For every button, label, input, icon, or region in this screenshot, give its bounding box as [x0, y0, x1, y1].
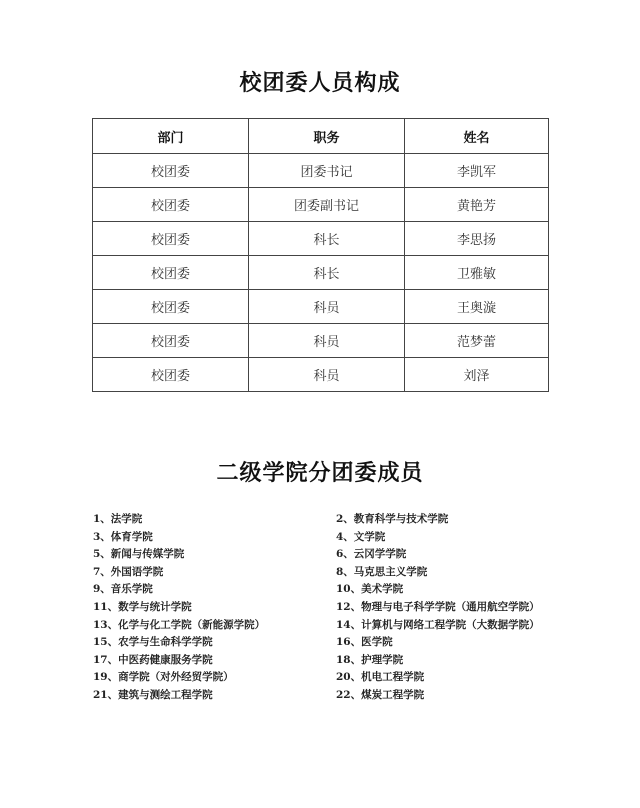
table-header-row	[93, 119, 549, 154]
list-item: 12、物理与电子科学学院（通用航空学院）	[336, 600, 540, 613]
cell-position: 科员	[249, 290, 405, 324]
cell-name: 黄艳芳	[405, 188, 549, 222]
table-row	[93, 222, 549, 256]
header-position: 职务	[249, 119, 405, 154]
cell-name: 刘泽	[405, 358, 549, 392]
cell-department: 校团委	[93, 154, 249, 188]
list-item: 6、云冈学学院	[336, 548, 407, 561]
list-item: 11、数学与统计学院	[93, 600, 192, 613]
header-department: 部门	[93, 119, 249, 154]
cell-position: 科员	[249, 358, 405, 392]
table-row	[93, 256, 549, 290]
cell-position: 科长	[249, 222, 405, 256]
cell-department: 校团委	[93, 188, 249, 222]
colleges-section-title: 二级学院分团委成员	[216, 460, 424, 486]
list-item: 22、煤炭工程学院	[336, 688, 425, 701]
list-item: 4、文学院	[336, 530, 386, 543]
cell-name: 李思扬	[405, 222, 549, 256]
list-item: 17、中医药健康服务学院	[93, 653, 213, 666]
list-item: 2、教育科学与技术学院	[336, 513, 449, 525]
table-row	[93, 358, 549, 392]
staff-table	[92, 118, 549, 392]
cell-name: 卫雅敏	[405, 256, 549, 290]
cell-department: 校团委	[93, 358, 249, 392]
table-row	[93, 154, 549, 188]
list-item: 3、体育学院	[93, 530, 153, 543]
list-item: 9、音乐学院	[93, 583, 153, 596]
list-item: 16、医学院	[336, 636, 393, 649]
list-item: 1、法学院	[93, 513, 143, 525]
header-name: 姓名	[405, 119, 549, 154]
list-item: 21、建筑与测绘工程学院	[93, 688, 213, 701]
list-item: 14、计算机与网络工程学院（大数据学院）	[336, 618, 540, 631]
cell-name: 王奥漩	[405, 290, 549, 324]
table-row	[93, 290, 549, 324]
cell-department: 校团委	[93, 256, 249, 290]
cell-position: 科员	[249, 324, 405, 358]
table-row	[93, 324, 549, 358]
cell-name: 范梦蕾	[405, 324, 549, 358]
cell-department: 校团委	[93, 222, 249, 256]
college-list-right	[336, 511, 606, 705]
cell-department: 校团委	[93, 290, 249, 324]
list-item: 8、马克思主义学院	[336, 565, 428, 578]
list-item: 5、新闻与传媒学院	[93, 548, 185, 561]
list-item: 15、农学与生命科学学院	[93, 636, 213, 649]
cell-position: 团委书记	[249, 154, 405, 188]
list-item: 7、外国语学院	[93, 565, 164, 578]
list-item: 13、化学与化工学院（新能源学院）	[93, 618, 266, 631]
cell-department: 校团委	[93, 324, 249, 358]
cell-position: 科长	[249, 256, 405, 290]
list-item: 20、机电工程学院	[336, 671, 425, 684]
list-item: 19、商学院（对外经贸学院）	[93, 671, 234, 684]
cell-position: 团委副书记	[249, 188, 405, 222]
list-item: 10、美术学院	[336, 583, 404, 596]
staff-section-title: 校团委人员构成	[239, 70, 401, 96]
list-item: 18、护理学院	[336, 653, 404, 666]
table-row	[93, 188, 549, 222]
cell-name: 李凯军	[405, 154, 549, 188]
college-list-left	[93, 511, 323, 705]
